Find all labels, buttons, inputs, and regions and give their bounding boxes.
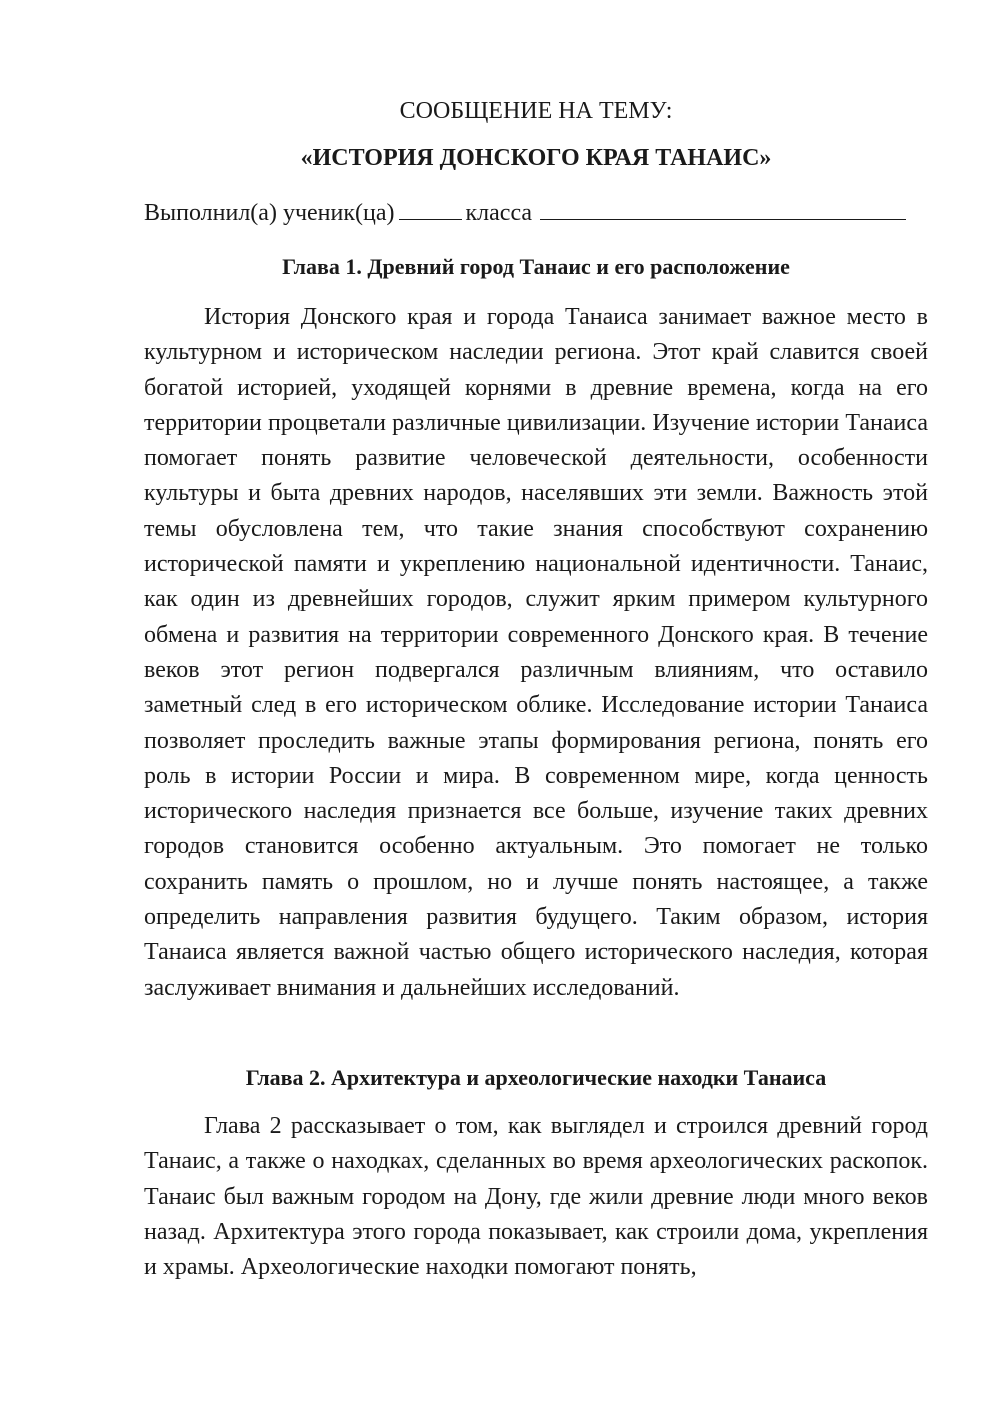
signature-line <box>144 198 928 228</box>
chapter2-heading: Глава 2. Архитектура и археологические находки Танаиса <box>245 1065 827 1090</box>
name-blank <box>540 199 906 220</box>
signature-middle: класса <box>465 200 533 226</box>
signature-prefix: Выполнил(а) ученик(ца) <box>144 200 395 226</box>
class-blank <box>399 199 462 220</box>
document-title-line1: СООБЩЕНИЕ НА ТЕМУ: <box>399 98 673 124</box>
chapter2-paragraph: Глава 2 рассказывает о том, как выглядел и строился древний город Танаис, а также о находках, сделанных во время археологических раскопок. Танаис был важным городом на Дону, где жили древние люди много веков назад. Архитектура этого города показывает, как строили дома, укрепления и храмы. Археологические находки помогают понять, <box>144 1113 928 1281</box>
document-title-line2: «ИСТОРИЯ ДОНСКОГО КРАЯ ТАНАИС» <box>300 145 772 171</box>
chapter1-heading: Глава 1. Древний город Танаис и его расположение <box>282 254 790 279</box>
chapter1-paragraph: История Донского края и города Танаиса занимает важное место в культурном и историческом наследии региона. Этот край славится своей богатой историей, уходящей корнями в древние времена, когда на его территории процветали различные цивилизации. Изучение истории Танаиса помогает понять развитие человеческой деятельности, особенности культуры и быта древних народов, населявших эти земли. Важность этой темы обусловлена тем, что такие знания способствуют сохранению исторической памяти и укреплению национальной идентичности. Танаис, как один из древнейших городов, служит ярким примером культурного обмена и развития на территории современного Донского края. В течение веков этот регион подвергался различным влияниям, что оставило заметный след в его историческом облике. Исследование истории Танаиса позволяет проследить важные этапы формирования региона, понять его роль в истории России и мира. В современном мире, когда ценность исторического наследия признается все больше, изучение таких древних городов становится особенно актуальным. Это помогает не только сохранить память о прошлом, но и лучше понять настоящее, а также определить направления развития будущего. Таким образом, история Танаиса является важной частью общего исторического наследия, которая заслуживает внимания и дальнейших исследований. <box>144 304 928 1001</box>
